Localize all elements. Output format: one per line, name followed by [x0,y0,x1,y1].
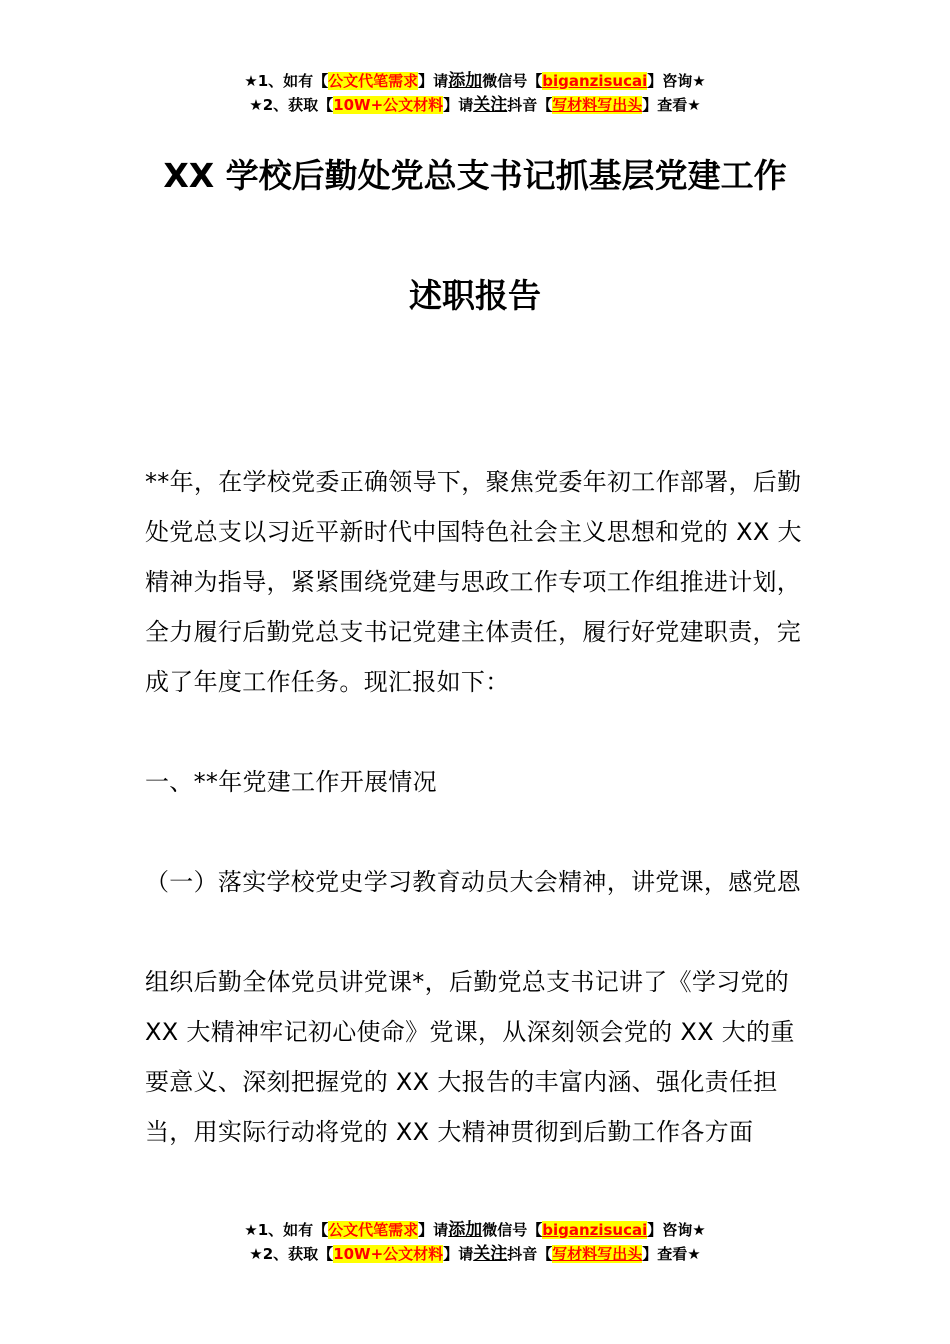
promo-highlight: 公文代笔需求 [328,1221,419,1239]
promo-text: 】咨询★ [647,1221,706,1239]
wechat-id: biganzisucai [542,72,648,90]
section-heading: 一、**年党建工作开展情况 [145,768,437,796]
promo-text: ★2、获取【 [249,1245,334,1263]
promo-header [0,69,950,117]
promo-emphasis: 添加 [448,1220,483,1240]
promo-text: ★1、如有【 [244,72,329,90]
promo-text: 抖音【 [507,1245,553,1263]
promo-line-2 [0,93,950,117]
promo-text: 抖音【 [507,96,553,114]
promo-text: 】请 [443,1245,474,1263]
douyin-account: 写材料写出头 [552,1245,643,1263]
promo-highlight: 10W+公文材料 [333,96,444,114]
promo-emphasis: 关注 [473,1244,508,1264]
promo-emphasis: 关注 [473,95,508,115]
promo-text: ★1、如有【 [244,1221,329,1239]
promo-text: 】请 [418,1221,449,1239]
promo-line-1 [0,1218,950,1242]
promo-footer [0,1218,950,1266]
promo-text: 微信号【 [482,1221,543,1239]
subsection-heading: （一）落实学校党史学习教育动员大会精神，讲党课，感党恩 [145,868,802,896]
promo-text: 】请 [443,96,474,114]
paragraph-intro: **年，在学校党委正确领导下，聚焦党委年初工作部署，后勤处党总支以习近平新时代中国特色社会主义思想和党的 XX 大精神为指导，紧紧围绕党建与思政工作专项工作组推进计划，全力履行后勤党总支书记党建主体责任，履行好党建职责，完成了年度工作任务。现汇报如下： [145,468,802,696]
document-title-line-2: 述职报告 [409,276,541,315]
promo-text: 】查看★ [642,96,701,114]
promo-text: 】请 [418,72,449,90]
promo-line-2 [0,1242,950,1266]
wechat-id: biganzisucai [542,1221,648,1239]
promo-emphasis: 添加 [448,71,483,91]
document-title-line-1: XX 学校后勤处党总支书记抓基层党建工作 [163,156,787,195]
douyin-account: 写材料写出头 [552,96,643,114]
document-body [145,457,810,1157]
paragraph-body: 组织后勤全体党员讲党课*，后勤党总支书记讲了《学习党的 XX 大精神牢记初心使命》党课，从深刻领会党的 XX 大的重要意义、深刻把握党的 XX 大报告的丰富内涵、强化责任担当，用实际行动将党的 XX 大精神贯彻到后勤工作各方面 [145,968,795,1146]
promo-text: ★2、获取【 [249,96,334,114]
promo-text: 】查看★ [642,1245,701,1263]
promo-highlight: 公文代笔需求 [328,72,419,90]
promo-text: 】咨询★ [647,72,706,90]
promo-text: 微信号【 [482,72,543,90]
promo-line-1 [0,69,950,93]
promo-highlight: 10W+公文材料 [333,1245,444,1263]
